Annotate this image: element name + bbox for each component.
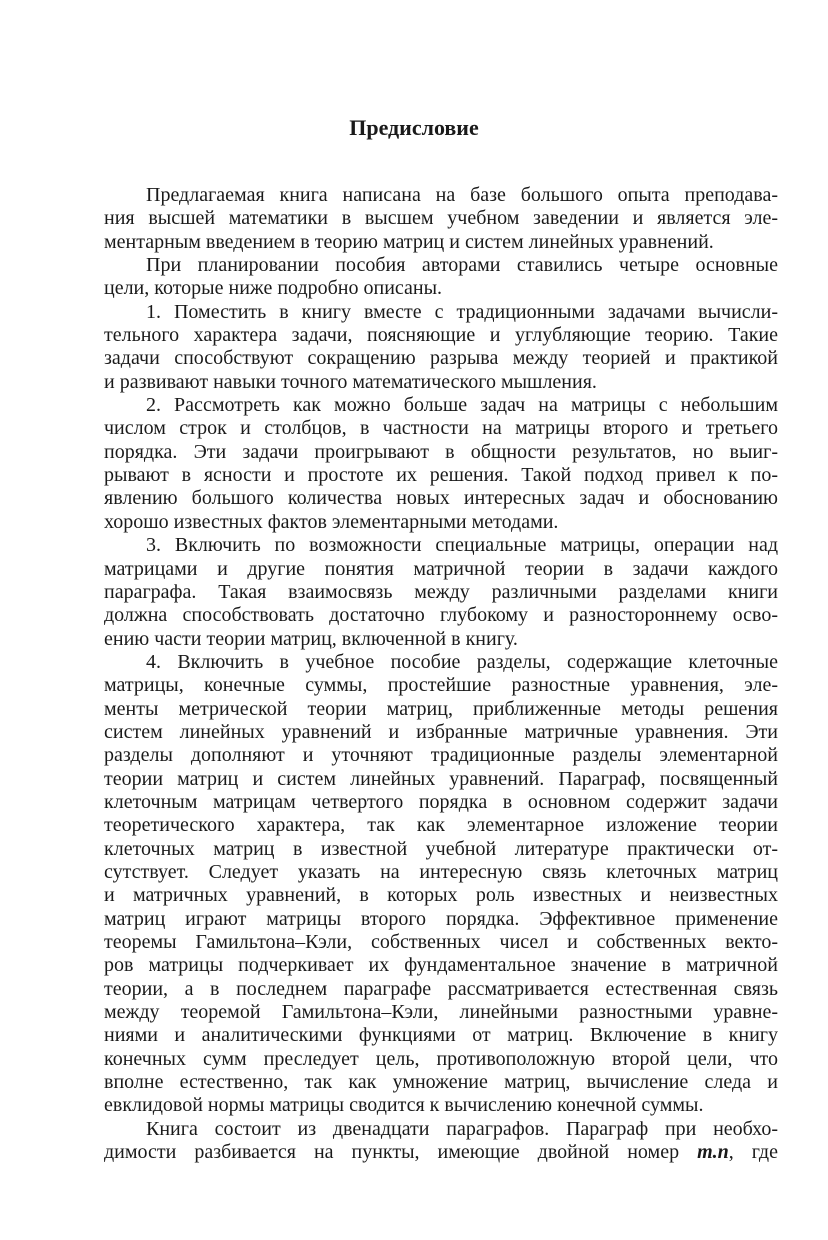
text-line: клеточных матриц в известной учебной литературе практически от- <box>104 837 778 860</box>
text-line: ментарным введением в теорию матриц и систем линейных уравнений. <box>104 230 714 253</box>
text-line: сутствует. Следует указать на интересную связь клеточных матриц <box>104 860 778 883</box>
text-line: разделы дополняют и уточняют традиционные разделы элементарной <box>104 744 778 767</box>
text-line: вполне естественно, так как умножение матриц, вычисление следа и <box>104 1071 778 1094</box>
text-line: 2. Рассмотреть как можно больше задач на матрицы с небольшим <box>146 394 778 417</box>
page-title: Предисловие <box>349 115 479 140</box>
text-line: клеточным матрицам четвертого порядка в основном содержит задачи <box>104 790 778 813</box>
text-line: задачи способствуют сокращению разрыва между теорией и практикой <box>104 347 778 370</box>
text-line: рывают в ясности и простоте их решения. Такой подход привел к по- <box>104 464 778 487</box>
paragraph <box>104 184 778 254</box>
text-line: числом строк и столбцов, в частности на матрицы второго и третьего <box>104 417 778 440</box>
text-line: теории, а в последнем параграфе рассматривается естественная связь <box>104 977 778 1000</box>
text-line: тельного характера задачи, поясняющие и углубляющие теорию. Такие <box>104 324 778 347</box>
text-line: систем линейных уравнений и избранные матричные уравнения. Эти <box>104 720 778 743</box>
text-line: евклидовой нормы матрицы сводится к вычислению конечной суммы. <box>104 1094 704 1117</box>
text-line: 3. Включить по возможности специальные матрицы, операции над <box>146 534 778 557</box>
paragraph <box>104 254 778 301</box>
text-line: должна способствовать достаточно глубокому и разностороннему осво- <box>104 604 778 627</box>
text-line: матрицы, конечные суммы, простейшие разностные уравнения, эле- <box>104 674 778 697</box>
text-line: ниями и аналитическими функциями от матриц. Включение в книгу <box>104 1024 778 1047</box>
text-line: матриц играют матрицы второго порядка. Эффективное применение <box>104 907 778 930</box>
text-line: Книга состоит из двенадцати параграфов. Параграф при необхо- <box>146 1117 778 1140</box>
text-line: менты метрической теории матриц, приближенные методы решения <box>104 697 778 720</box>
text-line: ров матрицы подчеркивает их фундаментальное значение в матричной <box>104 954 778 977</box>
text-line: хорошо известных фактов элементарными методами. <box>104 510 559 533</box>
paragraph <box>104 1118 778 1165</box>
text-line: 1. Поместить в книгу вместе с традиционными задачами вычисли- <box>146 300 778 323</box>
text-line: порядка. Эти задачи проигрывают в общности результатов, но выиг- <box>104 440 778 463</box>
text-line: параграфа. Такая взаимосвязь между различными разделами книги <box>104 580 778 603</box>
text-line: 4. Включить в учебное пособие разделы, содержащие клеточные <box>146 650 778 673</box>
text-line: конечных сумм преследует цель, противоположную второй цели, что <box>104 1047 778 1070</box>
text-line <box>104 1141 778 1164</box>
text-line: При планировании пособия авторами ставились четыре основные <box>146 254 778 277</box>
text-line: ению части теории матриц, включенной в книгу. <box>104 627 518 650</box>
text-span: димости разбивается на пункты, имеющие двойной номер <box>104 1141 698 1164</box>
text-line: явлению большого количества новых интересных задач и обоснованию <box>104 487 778 510</box>
paragraph <box>104 534 778 651</box>
document-body <box>104 184 778 1164</box>
text-line: матрицами и другие понятия матричной теории в задачи каждого <box>104 557 778 580</box>
text-line: ния высшей математики в высшем учебном заведении и является эле- <box>104 207 778 230</box>
text-span: , где <box>728 1141 778 1164</box>
text-line: Предлагаемая книга написана на базе большого опыта преподава- <box>146 184 778 206</box>
text-line: теоретического характера, так как элементарное изложение теории <box>104 814 778 837</box>
emphasized-notation: m.n <box>697 1141 729 1164</box>
text-line: теории матриц и систем линейных уравнений. Параграф, посвященный <box>104 767 778 790</box>
paragraph <box>104 394 778 534</box>
paragraph <box>104 301 778 394</box>
text-line: между теоремой Гамильтона–Кэли, линейными разностными уравне- <box>104 1001 778 1024</box>
text-line: цели, которые ниже подробно описаны. <box>104 277 443 300</box>
text-line: и матричных уравнений, в которых роль известных и неизвестных <box>104 884 778 907</box>
text-line: теоремы Гамильтона–Кэли, собственных чисел и собственных векто- <box>104 931 778 953</box>
paragraph <box>104 651 778 1118</box>
text-line: и развивают навыки точного математического мышления. <box>104 370 597 393</box>
